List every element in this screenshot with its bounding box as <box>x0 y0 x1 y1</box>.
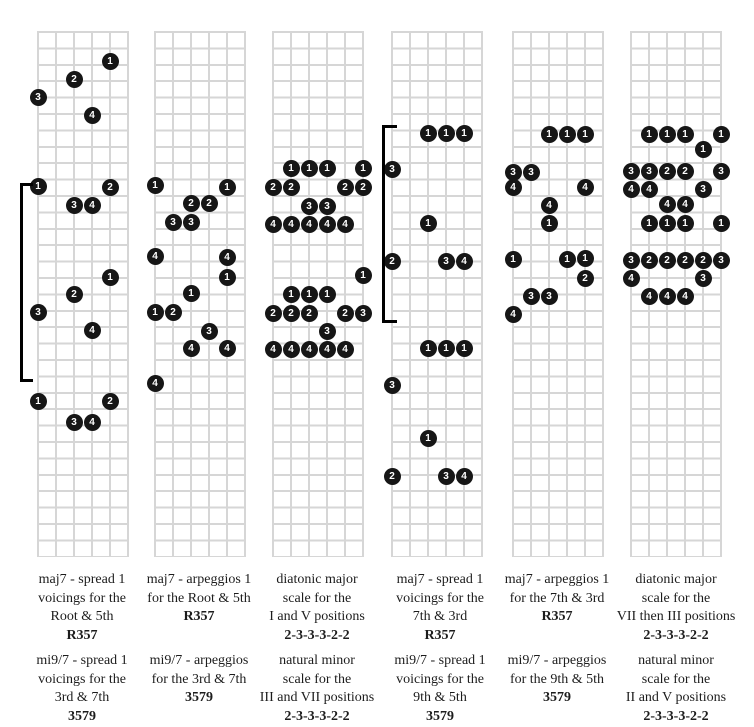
caption-line: voicings for the <box>38 671 126 687</box>
finger-dot: 4 <box>337 341 354 358</box>
caption-line: mi9/7 - arpeggios <box>507 653 607 668</box>
finger-dot: 1 <box>420 340 437 357</box>
finger-dot: 4 <box>505 179 522 196</box>
caption-line: 3rd & 7th <box>54 690 110 705</box>
finger-dot: 2 <box>355 179 372 196</box>
caption-line: scale for the <box>641 671 711 687</box>
caption-line: scale for the <box>282 590 352 606</box>
finger-dot: 4 <box>301 216 318 233</box>
caption-line: Root & 5th <box>50 609 114 624</box>
finger-dot: 2 <box>265 305 282 322</box>
finger-dot: 4 <box>577 179 594 196</box>
finger-dot: 1 <box>319 160 336 177</box>
finger-dot: 3 <box>30 304 47 321</box>
finger-dot: 4 <box>505 306 522 323</box>
caption-formula: 3579 <box>426 708 454 724</box>
finger-dot: 1 <box>438 125 455 142</box>
finger-dot: 4 <box>319 341 336 358</box>
finger-dot: 3 <box>301 198 318 215</box>
finger-dot: 4 <box>623 181 640 198</box>
finger-dot: 4 <box>147 248 164 265</box>
finger-dot: 4 <box>84 107 101 124</box>
position-bracket <box>382 125 397 323</box>
finger-dot: 3 <box>541 288 558 305</box>
finger-dot: 2 <box>283 179 300 196</box>
finger-dot: 2 <box>659 163 676 180</box>
caption-line: 9th & 5th <box>413 690 467 705</box>
finger-dot: 1 <box>301 286 318 303</box>
fretboard-maj7-arpeggios-1-7th-3rd <box>512 31 604 557</box>
finger-dot: 3 <box>713 252 730 269</box>
caption-line: diatonic major <box>276 572 358 587</box>
caption-line: for the Root & 5th <box>147 590 251 606</box>
finger-dot: 3 <box>319 198 336 215</box>
finger-dot: 2 <box>337 179 354 196</box>
finger-dot: 4 <box>219 340 236 357</box>
position-bracket <box>20 183 33 382</box>
finger-dot: 1 <box>30 178 47 195</box>
finger-dot: 1 <box>30 393 47 410</box>
finger-dot: 1 <box>677 126 694 143</box>
finger-dot: 2 <box>695 252 712 269</box>
finger-dot: 3 <box>201 323 218 340</box>
finger-dot: 4 <box>84 322 101 339</box>
finger-dot: 2 <box>66 286 83 303</box>
finger-dot: 2 <box>102 179 119 196</box>
finger-dot: 3 <box>623 252 640 269</box>
finger-dot: 1 <box>283 160 300 177</box>
finger-dot: 1 <box>420 430 437 447</box>
finger-dot: 1 <box>641 126 658 143</box>
finger-dot: 2 <box>677 163 694 180</box>
finger-dot: 1 <box>219 179 236 196</box>
finger-dot: 3 <box>695 270 712 287</box>
caption-line: maj7 - spread 1 <box>396 572 484 587</box>
caption-row1-col6 <box>596 571 754 645</box>
caption-line: for the 9th & 5th <box>509 671 605 687</box>
finger-dot: 1 <box>677 215 694 232</box>
finger-dot: 4 <box>677 196 694 213</box>
caption-line: VII then III positions <box>616 609 736 624</box>
finger-dot: 1 <box>420 215 437 232</box>
finger-dot: 4 <box>265 341 282 358</box>
finger-dot: 2 <box>165 304 182 321</box>
finger-dot: 4 <box>265 216 282 233</box>
caption-line: III and VII positions <box>259 690 375 705</box>
finger-dot: 1 <box>183 285 200 302</box>
finger-dot: 4 <box>677 288 694 305</box>
finger-dot: 1 <box>319 286 336 303</box>
finger-dot: 4 <box>219 249 236 266</box>
caption-line: I and V positions <box>269 609 365 624</box>
finger-dot: 2 <box>102 393 119 410</box>
caption-line: diatonic major <box>635 572 717 587</box>
finger-dot: 2 <box>577 270 594 287</box>
caption-line: 7th & 3rd <box>412 609 468 624</box>
finger-dot: 4 <box>84 414 101 431</box>
finger-dot: 3 <box>623 163 640 180</box>
finger-dot: 1 <box>659 215 676 232</box>
finger-dot: 1 <box>456 340 473 357</box>
caption-line: natural minor <box>638 653 714 668</box>
caption-line: scale for the <box>282 671 352 687</box>
finger-dot: 1 <box>147 177 164 194</box>
caption-line: voicings for the <box>396 590 484 606</box>
finger-dot: 4 <box>183 340 200 357</box>
finger-dot: 1 <box>577 250 594 267</box>
finger-dot: 4 <box>659 288 676 305</box>
fretboard-maj7-spread-1-7th-3rd <box>391 31 483 557</box>
caption-line: natural minor <box>279 653 355 668</box>
finger-dot: 4 <box>147 375 164 392</box>
caption-formula: R357 <box>424 627 456 643</box>
finger-dot: 4 <box>541 197 558 214</box>
caption-line: mi9/7 - arpeggios <box>149 653 249 668</box>
finger-dot: 1 <box>695 141 712 158</box>
finger-dot: 2 <box>283 305 300 322</box>
finger-dot: 2 <box>265 179 282 196</box>
finger-dot: 2 <box>201 195 218 212</box>
finger-dot: 2 <box>641 252 658 269</box>
finger-dot: 3 <box>523 288 540 305</box>
caption-formula: 3579 <box>185 690 213 705</box>
finger-dot: 1 <box>102 269 119 286</box>
caption-line: scale for the <box>641 590 711 606</box>
finger-dot: 1 <box>355 160 372 177</box>
caption-row2-col6 <box>596 652 754 726</box>
caption-line: II and V positions <box>625 690 727 705</box>
finger-dot: 4 <box>84 197 101 214</box>
finger-dot: 3 <box>438 468 455 485</box>
finger-dot: 3 <box>505 164 522 181</box>
fretboard-maj7-spread-1-root-5th <box>37 31 129 557</box>
finger-dot: 2 <box>384 253 401 270</box>
finger-dot: 1 <box>659 126 676 143</box>
finger-dot: 3 <box>183 214 200 231</box>
fretboard-diatonic-major-scale-I-V <box>272 31 364 557</box>
finger-dot: 1 <box>505 251 522 268</box>
fretboard-maj7-arpeggios-1-root-5th <box>154 31 246 557</box>
finger-dot: 3 <box>438 253 455 270</box>
finger-dot: 4 <box>319 216 336 233</box>
finger-dot: 3 <box>384 377 401 394</box>
finger-dot: 1 <box>559 126 576 143</box>
caption-line: voicings for the <box>396 671 484 687</box>
finger-dot: 1 <box>420 125 437 142</box>
finger-dot: 2 <box>337 305 354 322</box>
finger-dot: 4 <box>456 468 473 485</box>
finger-dot: 4 <box>641 181 658 198</box>
caption-formula: R357 <box>183 609 215 624</box>
finger-dot: 3 <box>66 197 83 214</box>
finger-dot: 3 <box>713 163 730 180</box>
caption-formula: 3579 <box>543 690 571 705</box>
caption-formula: 2-3-3-3-2-2 <box>643 708 709 724</box>
finger-dot: 3 <box>319 323 336 340</box>
finger-dot: 2 <box>384 468 401 485</box>
finger-dot: 4 <box>623 270 640 287</box>
caption-line: maj7 - spread 1 <box>38 572 126 587</box>
finger-dot: 1 <box>577 126 594 143</box>
finger-dot: 1 <box>541 126 558 143</box>
finger-dot: 1 <box>641 215 658 232</box>
finger-dot: 3 <box>355 305 372 322</box>
finger-dot: 1 <box>438 340 455 357</box>
finger-dot: 4 <box>301 341 318 358</box>
finger-dot: 2 <box>301 305 318 322</box>
caption-line: for the 3rd & 7th <box>151 671 247 687</box>
caption-formula: 3579 <box>68 708 96 724</box>
finger-dot: 4 <box>456 253 473 270</box>
caption-formula: R357 <box>541 609 573 624</box>
finger-dot: 4 <box>659 196 676 213</box>
finger-dot: 2 <box>677 252 694 269</box>
caption-line: for the 7th & 3rd <box>509 590 605 606</box>
finger-dot: 4 <box>283 341 300 358</box>
finger-dot: 3 <box>384 161 401 178</box>
caption-line: maj7 - arpeggios 1 <box>504 572 610 587</box>
fretboard-diatonic-major-scale-VII-III <box>630 31 722 557</box>
caption-line: mi9/7 - spread 1 <box>394 653 486 668</box>
caption-formula: 2-3-3-3-2-2 <box>284 627 350 643</box>
finger-dot: 1 <box>355 267 372 284</box>
finger-dot: 1 <box>102 53 119 70</box>
finger-dot: 1 <box>147 304 164 321</box>
finger-dot: 1 <box>713 215 730 232</box>
finger-dot: 3 <box>695 181 712 198</box>
finger-dot: 2 <box>659 252 676 269</box>
finger-dot: 1 <box>283 286 300 303</box>
finger-dot: 1 <box>713 126 730 143</box>
finger-dot: 4 <box>641 288 658 305</box>
finger-dot: 1 <box>559 251 576 268</box>
finger-dot: 1 <box>541 215 558 232</box>
finger-dot: 1 <box>456 125 473 142</box>
finger-dot: 3 <box>66 414 83 431</box>
caption-formula: 2-3-3-3-2-2 <box>284 708 350 724</box>
finger-dot: 1 <box>301 160 318 177</box>
finger-dot: 4 <box>283 216 300 233</box>
caption-line: maj7 - arpeggios 1 <box>146 572 252 587</box>
caption-line: voicings for the <box>38 590 126 606</box>
finger-dot: 3 <box>641 163 658 180</box>
finger-dot: 2 <box>183 195 200 212</box>
caption-line: mi9/7 - spread 1 <box>36 653 128 668</box>
finger-dot: 2 <box>66 71 83 88</box>
finger-dot: 1 <box>219 269 236 286</box>
finger-dot: 4 <box>337 216 354 233</box>
caption-formula: 2-3-3-3-2-2 <box>643 627 709 643</box>
finger-dot: 3 <box>523 164 540 181</box>
finger-dot: 3 <box>165 214 182 231</box>
finger-dot: 3 <box>30 89 47 106</box>
caption-formula: R357 <box>66 627 98 643</box>
